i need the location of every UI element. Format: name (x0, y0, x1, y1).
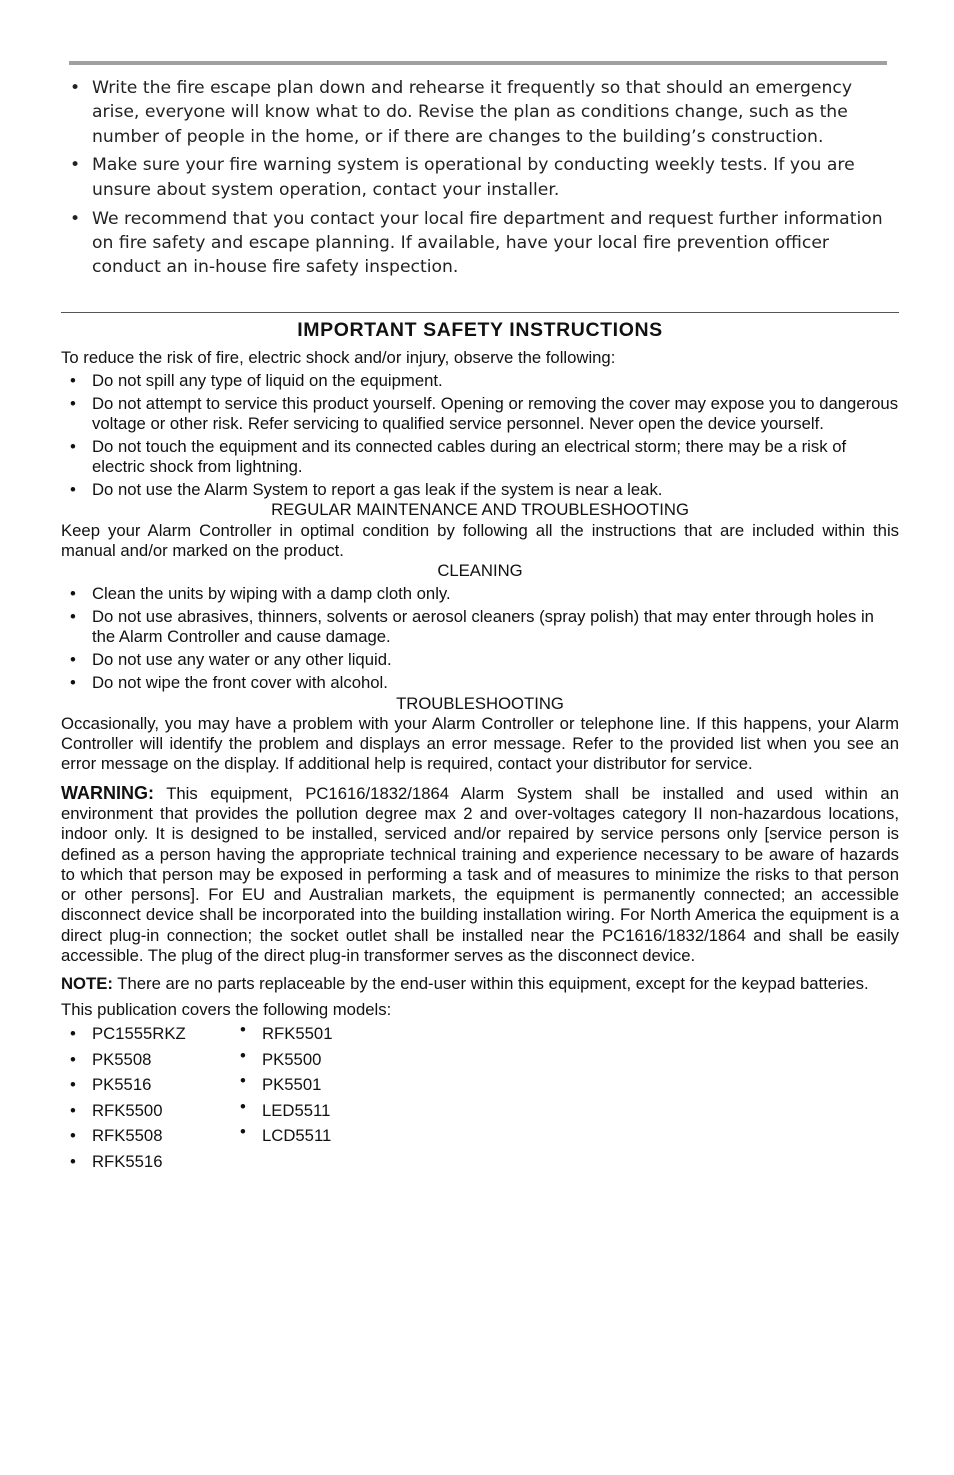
list-item (62, 76, 902, 149)
models-list (61, 1021, 899, 1191)
bullet-icon: • (70, 607, 76, 627)
bullet-icon: • (70, 650, 76, 670)
list-item-text: Do not touch the equipment and its connected cables during an electrical storm; there may be a risk of electric shock from lightning. (92, 436, 847, 477)
list-item-text: Do not spill any type of liquid on the equipment. (92, 370, 443, 390)
warning-paragraph (61, 783, 899, 967)
bullet-icon: • (70, 208, 81, 229)
list-item-text: Do not use abrasives, thinners, solvents or aerosol cleaners (spray polish) that may enter through holes in the Alarm Controller and cause damage. (92, 607, 874, 647)
list-item (231, 1072, 333, 1098)
model-name: PK5516 (92, 1075, 152, 1095)
cleaning-heading: CLEANING (437, 561, 523, 581)
top-rule (69, 61, 887, 65)
list-item-text: Do not use the Alarm System to report a gas leak if the system is near a leak. (92, 480, 663, 500)
bullet-icon: • (70, 1151, 76, 1171)
bullet-icon: • (70, 1023, 76, 1043)
model-name: RFK5500 (92, 1100, 163, 1120)
list-item (61, 1149, 186, 1175)
model-name: RFK5516 (92, 1151, 163, 1171)
list-item (62, 207, 902, 280)
model-name: PK5508 (92, 1049, 152, 1069)
list-item (61, 394, 899, 435)
bullet-icon: • (240, 1071, 246, 1091)
bullet-icon: • (70, 78, 81, 98)
model-name: PK5500 (262, 1049, 322, 1069)
model-name: LED5511 (262, 1100, 331, 1120)
list-item (61, 1072, 186, 1098)
troubleshooting-text: Occasionally, you may have a problem with your Alarm Controller or telephone line. If this happens, your Alarm Controller will identify the problem and displays an error message. Refer to the provided list when you see an error message on the display. If additional help is required, contact your distributor for service. (61, 713, 899, 774)
safety-list (61, 371, 899, 501)
list-item (62, 153, 902, 202)
warning-text: This equipment, PC1616/1832/1864 Alarm System shall be installed and used within an environment that provides the pollution degree max 2 and over-voltages category II non-hazardous locations, indoor only. It is designed to be installed, serviced and/or repaired by service persons only [service person is defined as a person having the appropriate technical training and experience necessary to be aware of hazards to which that person may be exposed in performing a task and of measures to minimize the risks to that person or other persons]. For EU and Australian markets, the equipment is permanently connected; an accessible disconnect device shall be incorporated into the building installation wiring. For North America the equipment is a direct plug-in connection; the socket outlet shall be installed near the PC1616/1832/1864 and shall be easily accessible. The plug of the direct plug-in transformer serves as the disconnect device. (61, 783, 899, 966)
list-item (61, 584, 899, 604)
list-item (61, 1047, 186, 1073)
bullet-icon: • (70, 584, 76, 604)
list-item-text: Do not wipe the front cover with alcohol. (92, 673, 388, 693)
list-item (231, 1021, 333, 1047)
model-name: PC1555RKZ (92, 1023, 186, 1043)
bullet-icon: • (70, 1049, 76, 1069)
list-item-text: Clean the units by wiping with a damp cloth only. (92, 584, 451, 604)
list-item-text: Do not attempt to service this product yourself. Opening or removing the cover may expose you to dangerous voltage or other risk. Refer servicing to qualified service personnel. Never open the device yourself. (92, 393, 899, 434)
bullet-icon: • (70, 393, 76, 413)
fire-plan-list (62, 76, 902, 284)
list-item (61, 673, 899, 693)
safety-title: IMPORTANT SAFETY INSTRUCTIONS (297, 319, 663, 341)
section-divider (61, 312, 899, 313)
maintenance-text: Keep your Alarm Controller in optimal condition by following all the instructions that are included within this manual and/or marked on the product. (61, 520, 899, 561)
models-intro: This publication covers the following models: (61, 999, 392, 1019)
list-item-text: Write the fire escape plan down and rehearse it frequently so that should an emergency arise, everyone will know what to do. Revise the plan as conditions change, such as the number of people in the home, or if there are changes to the building’s construction. (92, 78, 853, 147)
bullet-icon: • (70, 480, 76, 500)
list-item (231, 1098, 333, 1124)
list-item (61, 371, 899, 391)
bullet-icon: • (240, 1122, 246, 1142)
list-item (61, 607, 899, 648)
bullet-icon: • (70, 370, 76, 390)
bullet-icon: • (70, 673, 76, 693)
troubleshooting-heading: TROUBLESHOOTING (396, 693, 564, 713)
safety-section (61, 318, 899, 1191)
list-item-text: Make sure your fire warning system is operational by conducting weekly tests. If you are unsure about system operation, contact your installer. (92, 155, 855, 200)
warning-label: WARNING: (61, 782, 154, 803)
list-item-text: We recommend that you contact your local fire department and request further information on fire safety and escape planning. If available, have your local fire prevention officer conduct an in-house fire safety inspection. (92, 208, 883, 278)
list-item (231, 1123, 333, 1149)
models-column-2 (231, 1021, 333, 1149)
bullet-icon: • (70, 1075, 76, 1095)
list-item (61, 1123, 186, 1149)
model-name: RFK5508 (92, 1126, 163, 1146)
model-name: LCD5511 (262, 1126, 332, 1146)
model-name: RFK5501 (262, 1023, 333, 1043)
list-item (61, 480, 899, 500)
list-item (61, 437, 899, 478)
models-column-1 (61, 1021, 186, 1175)
bullet-icon: • (240, 1019, 246, 1039)
maintenance-heading: REGULAR MAINTENANCE AND TROUBLESHOOTING (271, 500, 689, 520)
list-item (61, 1021, 186, 1047)
list-item-text: Do not use any water or any other liquid. (92, 650, 392, 670)
bullet-icon: • (70, 436, 76, 456)
note-text: There are no parts replaceable by the end-user within this equipment, except for the keypad batteries. (117, 974, 869, 994)
cleaning-list (61, 584, 899, 693)
bullet-icon: • (240, 1045, 246, 1065)
list-item (61, 650, 899, 670)
note-paragraph (61, 974, 899, 994)
bullet-icon: • (70, 1100, 76, 1120)
bullet-icon: • (70, 155, 81, 176)
bullet-icon: • (70, 1126, 76, 1146)
safety-intro: To reduce the risk of fire, electric shock and/or injury, observe the following: (61, 348, 616, 367)
model-name: PK5501 (262, 1075, 322, 1095)
list-item (231, 1047, 333, 1073)
bullet-icon: • (240, 1096, 246, 1116)
note-label: NOTE: (61, 974, 113, 994)
list-item (61, 1098, 186, 1124)
